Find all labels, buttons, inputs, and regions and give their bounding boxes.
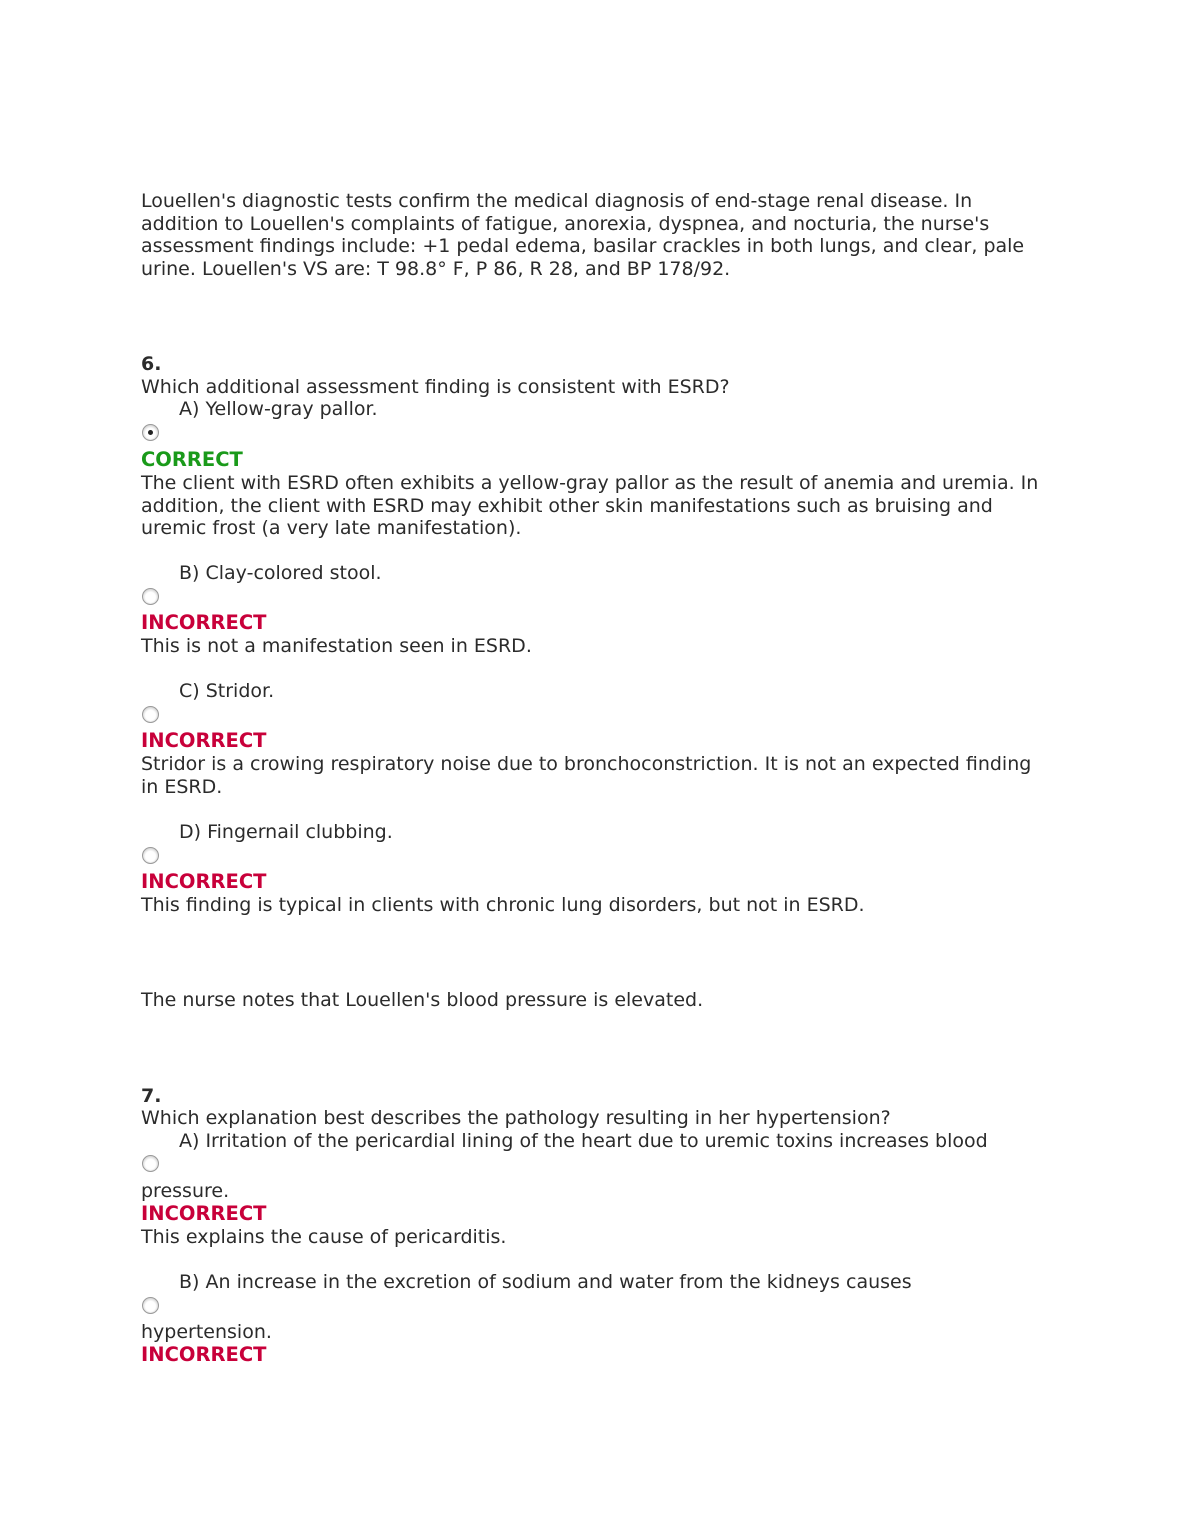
option-d-radio[interactable] <box>142 847 159 864</box>
option-b-radio[interactable] <box>142 1297 159 1314</box>
question-number: 7. <box>141 1085 162 1107</box>
option-a-label: A) Irritation of the pericardial lining of the heart due to uremic toxins increases blood <box>179 1130 988 1152</box>
case-scenario-text: Louellen's diagnostic tests confirm the medical diagnosis of end-stage renal disease. In addition to Louellen's complaints of fatigue, anorexia, dyspnea, and nocturia, the nurse's assessment findings include: +1 pedal edema, basilar crackles in both lungs, and clear, pale urine. Louellen's VS are: T 98.8° F, P 86, R 28, and BP 178/92. <box>141 190 1025 280</box>
result-label-correct: CORRECT <box>141 448 243 471</box>
scenario-update-text: The nurse notes that Louellen's blood pressure is elevated. <box>141 989 704 1011</box>
option-a-label-continued: pressure. <box>141 1180 230 1202</box>
option-a-radio[interactable] <box>142 424 159 441</box>
question-text: Which additional assessment finding is consistent with ESRD? <box>141 376 730 398</box>
option-a-label: A) Yellow-gray pallor. <box>179 398 378 420</box>
option-b-explanation: This is not a manifestation seen in ESRD. <box>141 635 532 657</box>
option-c-radio[interactable] <box>142 706 159 723</box>
option-d-label: D) Fingernail clubbing. <box>179 821 393 843</box>
option-b-radio[interactable] <box>142 588 159 605</box>
result-label-incorrect: INCORRECT <box>141 1343 267 1366</box>
option-c-label: C) Stridor. <box>179 680 275 702</box>
result-label-incorrect: INCORRECT <box>141 870 267 893</box>
option-a-explanation: This explains the cause of pericarditis. <box>141 1226 507 1248</box>
result-label-incorrect: INCORRECT <box>141 1202 267 1225</box>
option-b-label: B) An increase in the excretion of sodium and water from the kidneys causes <box>179 1271 912 1293</box>
option-b-label: B) Clay-colored stool. <box>179 562 382 584</box>
option-c-explanation: Stridor is a crowing respiratory noise due to bronchoconstriction. It is not an expected finding in ESRD. <box>141 753 1032 798</box>
option-a-explanation: The client with ESRD often exhibits a yellow-gray pallor as the result of anemia and uremia. In addition, the client with ESRD may exhibit other skin manifestations such as bruising and uremic frost (a very late manifestation). <box>141 472 1039 540</box>
option-b-label-continued: hypertension. <box>141 1321 272 1343</box>
question-text: Which explanation best describes the pathology resulting in her hypertension? <box>141 1107 891 1129</box>
option-d-explanation: This finding is typical in clients with chronic lung disorders, but not in ESRD. <box>141 894 865 916</box>
result-label-incorrect: INCORRECT <box>141 729 267 752</box>
question-number: 6. <box>141 353 162 375</box>
result-label-incorrect: INCORRECT <box>141 611 267 634</box>
option-a-radio[interactable] <box>142 1155 159 1172</box>
